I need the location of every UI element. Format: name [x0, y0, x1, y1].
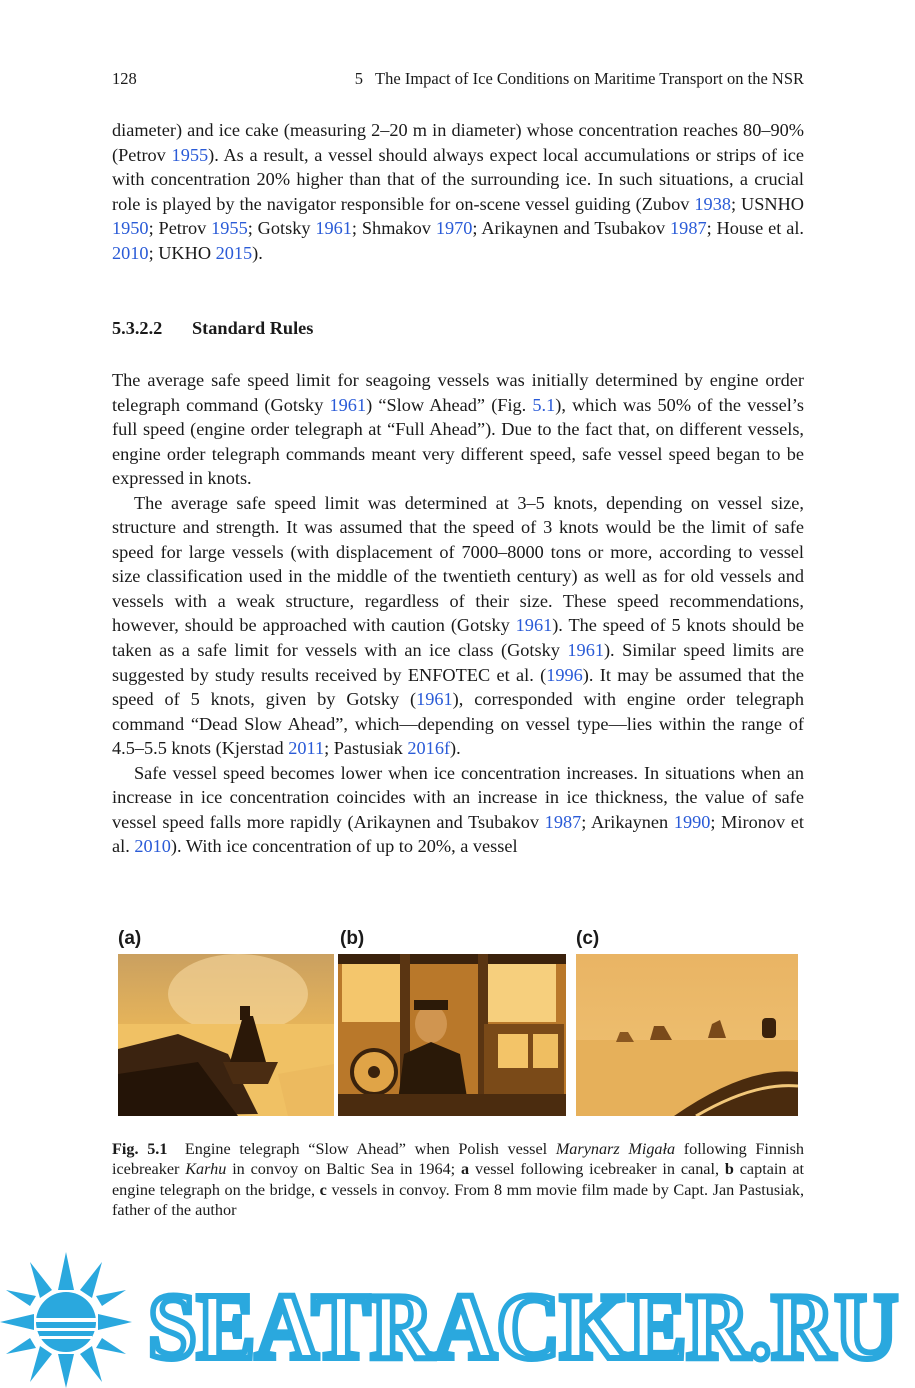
- icebreaker-name: Karhu: [185, 1160, 227, 1179]
- vessel-name: Marynarz Migała: [555, 1140, 676, 1158]
- photo-vessels-in-convoy: [576, 954, 798, 1116]
- page-number: 128: [112, 69, 137, 88]
- running-header: [112, 69, 804, 91]
- paragraph-1: diameter) and ice cake (measuring 2–20 m in diameter) whose concentration reaches 80–90% (Petrov 1955). As a result, a vessel should always expect local accumulations or strips of ice with concentration 20% higher than that of the surrounding ice. In such situations, a crucial role is played by the navigator responsible for on-scene vessel guiding (Zubov 1938; USNHO 1950; Petrov 1955; Gotsky 1961; Shmakov 1970; Arikaynen and Tsubakov 1987; House et al. 2010; UKHO 2015).: [112, 120, 804, 263]
- citation-link[interactable]: 1938: [694, 193, 731, 214]
- citation-link[interactable]: 2010: [112, 242, 149, 263]
- citation-link[interactable]: 1990: [673, 811, 711, 832]
- figure-link[interactable]: 5.1: [532, 394, 556, 415]
- citation-link[interactable]: 1987: [544, 811, 582, 832]
- paragraph-2: The average safe speed limit for seagoing vessels was initially determined by engine order telegraph command (Gotsky 1961) “Slow Ahead” (Fig. 5.1), which was 50% of the vessel’s full speed (engine order telegraph at “Full Ahead”). Due to the fact that, on different vessels, engine order telegraph commands meant very different speed, safe vessel speed began to be expressed in knots. The average safe speed limit was determined at 3–5 knots, depending on vessel size, structure and strength. It was assumed that the speed of 3 knots would be the limit of safe speed for large vessels (with displacement of 7000–8000 tons or more, according to vessel size classification used in the middle of the twentieth century) as well as for old vessels and vessels with a weak structure, regardless of their size. These speed recommendations, however, should be approached with caution (Gotsky 1961). The speed of 5 knots should be taken as a safe limit for vessels with an ice class (Gotsky 1961). Similar speed limits are suggested by study results received by ENFOTEC et al. (1996). It may be assumed that the speed of 5 knots, given by Gotsky (1961), corresponded with engine order telegraph command “Dead Slow Ahead”, which—depending on vessel type—lies within the range of 4.5–5.5 knots (Kjerstad 2011; Pastusiak 2016f). Safe vessel speed becomes lower when ice concentration increases. In situations when an increase in ice concentration coincides with an increase in ice thickness, the value of safe vessel speed falls more rapidly (Arikaynen and Tsubakov 1987; Arikaynen 1990; Mironov et al. 2010). With ice concentration of up to 20%, a vessel: [112, 368, 804, 859]
- citation-link[interactable]: 1961: [329, 394, 367, 415]
- citation-link[interactable]: 1996: [546, 664, 583, 685]
- panel-label-b: (b): [340, 928, 365, 949]
- citation-link[interactable]: 2016f: [407, 738, 451, 759]
- citation-link[interactable]: 1955: [211, 218, 248, 239]
- citation-link[interactable]: 1961: [416, 689, 453, 710]
- citation-link[interactable]: 1961: [567, 640, 604, 661]
- citation-link[interactable]: 2010: [134, 836, 171, 857]
- citation-link[interactable]: 1961: [515, 615, 553, 636]
- figure-5-1: [112, 928, 804, 1120]
- section-number: 5.3.2.2: [112, 318, 163, 338]
- citation-link[interactable]: 1987: [670, 218, 707, 239]
- paragraph-3: The average safe speed limit was determined at 3–5 knots, depending on vessel size, structure and strength. It was assumed that the speed of 3 knots would be the limit of safe speed for large vessels (with displacement of 7000–8000 tons or more, according to vessel size classification used in the middle of the twentieth century) as well as for old vessels and vessels with a weak structure, regardless of their size. These speed recommendations, however, should be approached with caution (Gotsky 1961). The speed of 5 knots should be taken as a safe limit for vessels with an ice class (Gotsky 1961). Similar speed limits are suggested by study results received by ENFOTEC et al. (1996). It may be assumed that the speed of 5 knots, given by Gotsky (1961), corresponded with engine order telegraph command “Dead Slow Ahead”, which—depending on vessel type—lies within the range of 4.5–5.5 knots (Kjerstad 2011; Pastusiak 2016f).: [112, 492, 805, 759]
- watermark-text: SEATRACKER.RU: [148, 1275, 898, 1379]
- figure-label: Fig. 5.1: [112, 1140, 168, 1158]
- citation-link[interactable]: 2011: [288, 738, 325, 759]
- photo-captain-at-telegraph: [338, 954, 566, 1116]
- running-title: 5 The Impact of Ice Conditions on Maritime Transport on the NSR: [354, 69, 804, 88]
- sun-logo-icon: [0, 1252, 132, 1388]
- citation-link[interactable]: 1950: [112, 218, 149, 239]
- figure-caption: Fig. 5.1 Engine telegraph “Slow Ahead” when Polish vessel Marynarz Migała following Finnish icebreaker Karhu in convoy on Baltic Sea in 1964; a vessel following icebreaker in canal, b captain at engine telegraph on the bridge, c vessels in convoy. From 8 mm movie film made by Capt. Jan Pastusiak, father of the author: [112, 1140, 805, 1219]
- paragraph-4: Safe vessel speed becomes lower when ice concentration increases. In situations when an increase in ice concentration coincides with an increase in ice thickness, the value of safe vessel speed falls more rapidly (Arikaynen and Tsubakov 1987; Arikaynen 1990; Mironov et al. 2010). With ice concentration of up to 20%, a vessel: [112, 762, 804, 857]
- citation-link[interactable]: 1955: [171, 144, 209, 165]
- citation-link[interactable]: 2015: [215, 242, 253, 263]
- citation-link[interactable]: 1961: [315, 218, 352, 239]
- citation-link[interactable]: 1970: [435, 218, 473, 239]
- panel-label-a: (a): [118, 928, 142, 949]
- panel-label-c: (c): [576, 928, 600, 949]
- section-heading: [112, 318, 313, 339]
- seatracker-watermark: [0, 1250, 915, 1388]
- section-title: Standard Rules: [192, 318, 314, 338]
- photo-vessel-following-icebreaker: [118, 954, 334, 1116]
